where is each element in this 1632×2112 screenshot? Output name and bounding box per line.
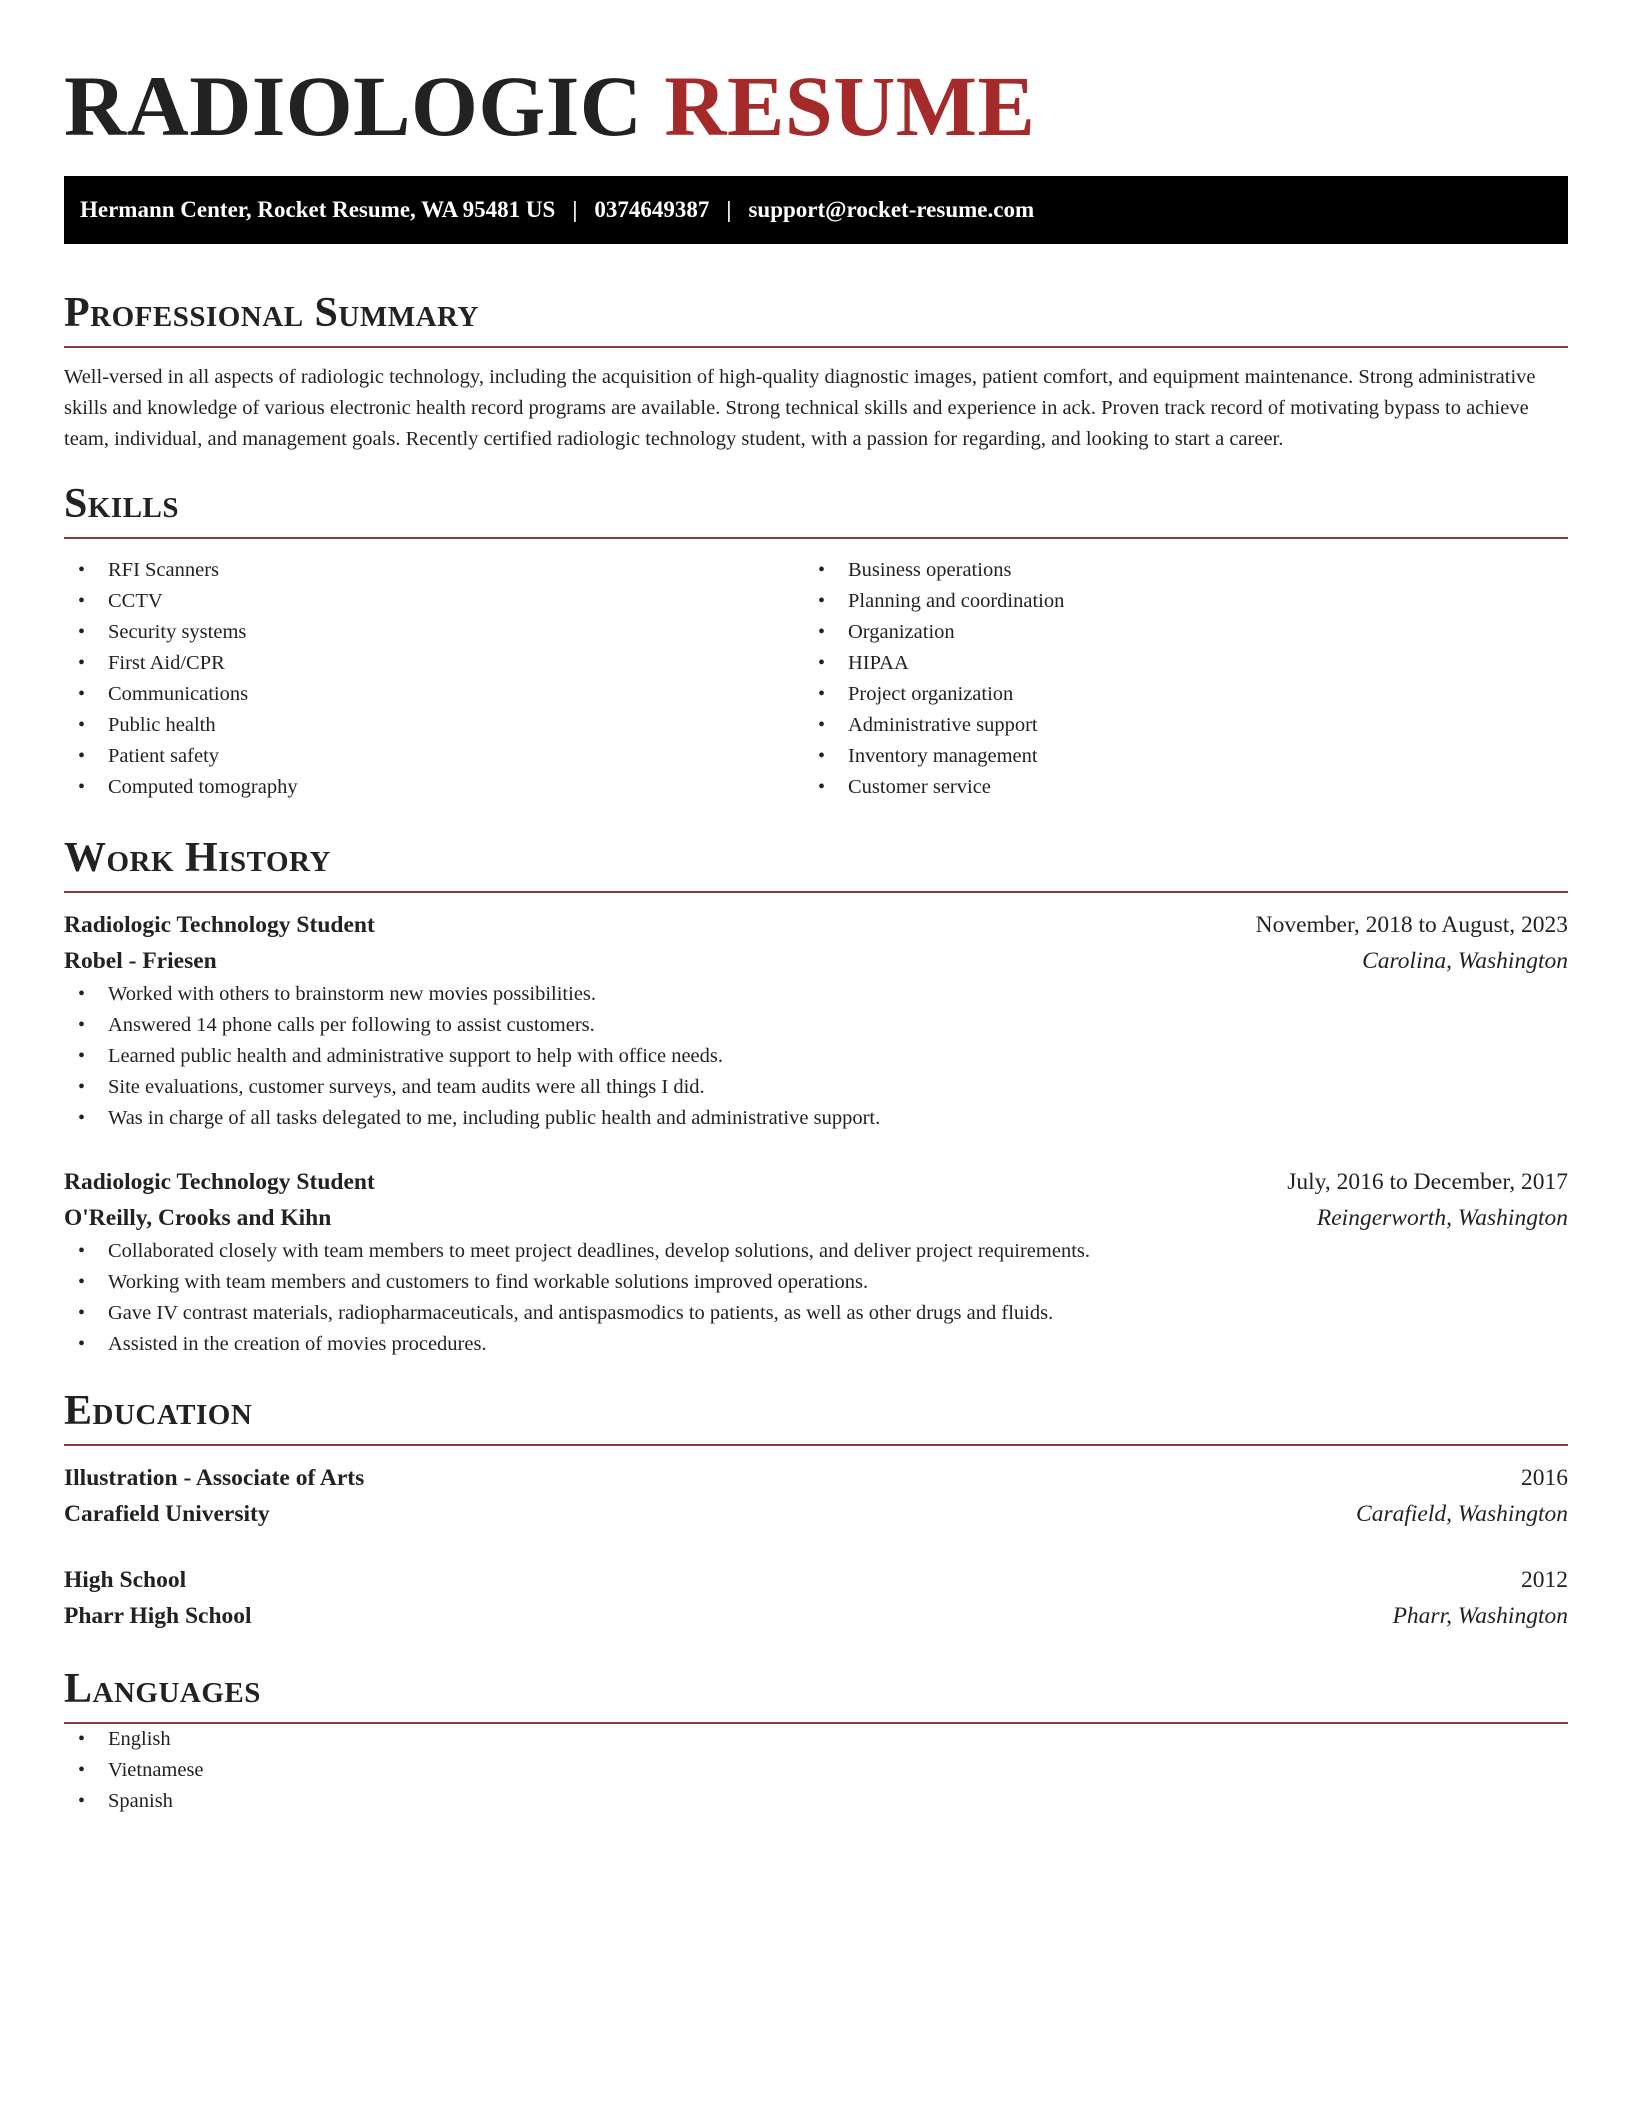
language-item: • Spanish — [64, 1786, 1568, 1817]
job-bullets — [64, 1236, 1568, 1360]
education-header-row — [64, 1562, 1568, 1598]
skill-item: • Planning and coordination — [804, 586, 1544, 617]
job-company-row — [64, 1200, 1568, 1236]
section-divider — [64, 1444, 1568, 1446]
job-bullet: • Was in charge of all tasks delegated to me, including public health and administrative support. — [64, 1103, 1568, 1134]
job-title: Radiologic Technology Student — [64, 1169, 375, 1195]
job-company-row — [64, 943, 1568, 979]
resume-title — [64, 0, 1568, 156]
job-bullet: • Assisted in the creation of movies procedures. — [64, 1329, 1568, 1360]
language-item: • English — [64, 1724, 1568, 1755]
education-heading: Education — [64, 1388, 253, 1434]
contact-phone: 0374649387 — [594, 197, 710, 222]
language-item: • Vietnamese — [64, 1755, 1568, 1786]
resume-page — [64, 0, 1568, 1817]
education-degree: Illustration - Associate of Arts — [64, 1465, 365, 1491]
job-bullets — [64, 979, 1568, 1134]
education-school: Pharr High School — [64, 1603, 252, 1629]
job-bullet: • Answered 14 phone calls per following to assist customers. — [64, 1010, 1568, 1041]
skill-item: • First Aid/CPR — [64, 648, 804, 679]
job-company: Robel - Friesen — [64, 948, 217, 974]
job-dates: November, 2018 to August, 2023 — [1255, 912, 1568, 938]
job-bullet: • Worked with others to brainstorm new movies possibilities. — [64, 979, 1568, 1010]
job-location: Reingerworth, Washington — [1316, 1205, 1568, 1231]
job-title: Radiologic Technology Student — [64, 912, 375, 938]
education-location: Pharr, Washington — [1392, 1603, 1568, 1629]
contact-address: Hermann Center, Rocket Resume, WA 95481 US — [80, 197, 556, 222]
job-bullet: • Working with team members and customers to find workable solutions improved operations. — [64, 1267, 1568, 1298]
skill-item: • CCTV — [64, 586, 804, 617]
job-location: Carolina, Washington — [1362, 948, 1568, 974]
contact-separator: | — [726, 197, 732, 222]
job-entry — [64, 1164, 1568, 1360]
languages-heading: Languages — [64, 1666, 261, 1712]
contact-bar — [64, 176, 1568, 244]
job-bullet: • Gave IV contrast materials, radiopharmaceuticals, and antispasmodics to patients, as well as other drugs and fluids. — [64, 1298, 1568, 1329]
skill-item: • Computed tomography — [64, 772, 804, 803]
job-header-row — [64, 1164, 1568, 1200]
summary-text: Well-versed in all aspects of radiologic technology, including the acquisition of high-quality diagnostic images, patient comfort, and equipment maintenance. Strong administrative skills and knowledge of various electronic health record programs are available. Strong technical skills and experience in ack. Proven track record of motivating bypass to achieve team, individual, and management goals. Recently certified radiologic technology student, with a passion for regarding, and looking to start a career. — [64, 366, 1536, 450]
skill-item: • Administrative support — [804, 710, 1544, 741]
skills-grid — [64, 555, 1568, 803]
skill-item: • Public health — [64, 710, 804, 741]
skill-item: • Organization — [804, 617, 1544, 648]
skill-item: • Communications — [64, 679, 804, 710]
job-bullet: • Learned public health and administrative support to help with office needs. — [64, 1041, 1568, 1072]
skill-item: • Business operations — [804, 555, 1544, 586]
education-year: 2012 — [1521, 1567, 1568, 1593]
education-school-row — [64, 1496, 1568, 1532]
contact-email: support@rocket-resume.com — [748, 197, 1035, 222]
job-bullet: • Collaborated closely with team members to meet project deadlines, develop solutions, and deliver project requirements. — [64, 1236, 1568, 1267]
education-year: 2016 — [1521, 1465, 1568, 1491]
title-main: RADIOLOGIC — [64, 58, 643, 154]
skill-item: • Security systems — [64, 617, 804, 648]
education-location: Carafield, Washington — [1356, 1501, 1568, 1527]
skill-item: • Patient safety — [64, 741, 804, 772]
skill-item: • RFI Scanners — [64, 555, 804, 586]
summary-heading: Professional Summary — [64, 290, 479, 336]
contact-separator: | — [572, 197, 578, 222]
job-entry — [64, 907, 1568, 1134]
skills-heading: Skills — [64, 481, 180, 527]
job-dates: July, 2016 to December, 2017 — [1287, 1169, 1568, 1195]
skills-list-left — [64, 555, 804, 803]
languages-list — [64, 1724, 1568, 1817]
skill-item: • Customer service — [804, 772, 1544, 803]
education-school-row — [64, 1598, 1568, 1634]
education-entry — [64, 1562, 1568, 1634]
education-school: Carafield University — [64, 1501, 270, 1527]
skill-item: • HIPAA — [804, 648, 1544, 679]
education-entry — [64, 1460, 1568, 1532]
job-header-row — [64, 907, 1568, 943]
section-divider — [64, 537, 1568, 539]
education-degree: High School — [64, 1567, 187, 1593]
skill-item: • Inventory management — [804, 741, 1544, 772]
section-divider — [64, 891, 1568, 893]
section-divider — [64, 346, 1568, 348]
skills-list-right — [804, 555, 1544, 803]
title-accent: RESUME — [664, 58, 1036, 154]
skill-item: • Project organization — [804, 679, 1544, 710]
job-company: O'Reilly, Crooks and Kihn — [64, 1205, 332, 1231]
education-header-row — [64, 1460, 1568, 1496]
job-bullet: • Site evaluations, customer surveys, and team audits were all things I did. — [64, 1072, 1568, 1103]
work-history-heading: Work History — [64, 835, 331, 881]
